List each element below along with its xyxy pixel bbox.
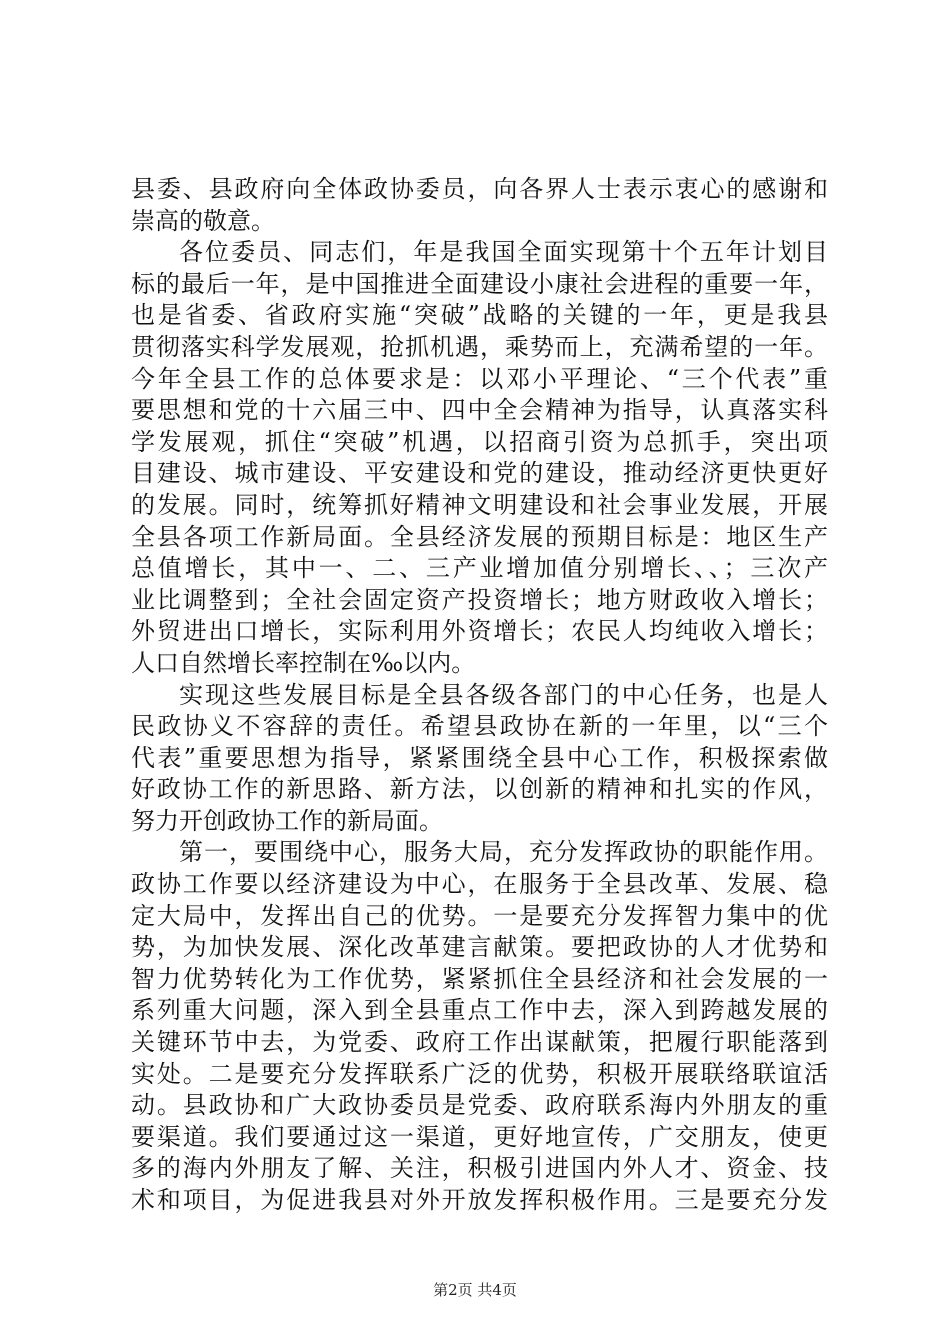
text-line: 要渠道。我们要通过这一渠道，更好地宣传，广交朋友，使更: [131, 1122, 828, 1151]
text-line: 系列重大问题，深入到全县重点工作中去，深入到跨越发展的: [131, 996, 828, 1025]
text-line: 定大局中，发挥出自己的优势。一是要充分发挥智力集中的优: [131, 901, 828, 930]
text-line: 人口自然增长率控制在‰以内。: [131, 648, 476, 677]
text-line: 智力优势转化为工作优势，紧紧抓住全县经济和社会发展的一: [131, 964, 828, 993]
text-line: 贯彻落实科学发展观，抢抓机遇，乘势而上，充满希望的一年。: [131, 332, 828, 361]
text-line: 总值增长，其中一、二、三产业增加值分别增长、、；三次产: [131, 554, 828, 583]
text-line: 好政协工作的新思路、新方法，以创新的精神和扎实的作风，: [131, 775, 828, 804]
text-line: 政协工作要以经济建设为中心，在服务于全县改革、发展、稳: [131, 870, 828, 899]
text-line: 努力开创政协工作的新局面。: [131, 806, 443, 835]
paragraph-first-line: 各位委员、同志们，年是我国全面实现第十个五年计划目: [179, 238, 828, 267]
page-footer: 第2页 共4页: [433, 1281, 517, 1299]
paragraph-first-line: 实现这些发展目标是全县各级各部门的中心任务，也是人: [179, 680, 828, 709]
text-line: 动。县政协和广大政协委员是党委、政府联系海内外朋友的重: [131, 1091, 828, 1120]
text-line: 也是省委、省政府实施“突破”战略的关键的一年，更是我县: [131, 301, 828, 330]
text-line: 多的海内外朋友了解、关注，积极引进国内外人才、资金、技: [131, 1154, 828, 1183]
text-line: 术和项目，为促进我县对外开放发挥积极作用。三是要充分发: [131, 1186, 828, 1214]
text-line: 目建设、城市建设、平安建设和党的建设，推动经济更快更好: [131, 459, 828, 488]
paragraph-first-line: 第一，要围绕中心，服务大局，充分发挥政协的职能作用。: [179, 838, 828, 867]
text-line: 代表”重要思想为指导，紧紧围绕全县中心工作，积极探索做: [131, 743, 828, 772]
text-line: 势，为加快发展、深化改革建言献策。要把政协的人才优势和: [131, 933, 828, 962]
text-line: 民政协义不容辞的责任。希望县政协在新的一年里，以“三个: [131, 712, 828, 741]
text-line: 实处。二是要充分发挥联系广泛的优势，积极开展联络联谊活: [131, 1059, 828, 1088]
text-line: 学发展观，抓住“突破”机遇，以招商引资为总抓手，突出项: [131, 427, 828, 456]
text-line: 关键环节中去，为党委、政府工作出谋献策，把履行职能落到: [131, 1028, 828, 1057]
text-line: 的发展。同时，统筹抓好精神文明建设和社会事业发展，开展: [131, 490, 828, 519]
text-line: 要思想和党的十六届三中、四中全会精神为指导，认真落实科: [131, 396, 828, 425]
text-line: 全县各项工作新局面。全县经济发展的预期目标是：地区生产: [131, 522, 828, 551]
text-line: 今年全县工作的总体要求是：以邓小平理论、“三个代表”重: [131, 364, 828, 393]
body-text: [131, 174, 828, 1217]
text-line: 标的最后一年，是中国推进全面建设小康社会进程的重要一年，: [131, 269, 828, 298]
text-line: 县委、县政府向全体政协委员，向各界人士表示衷心的感谢和: [131, 175, 828, 203]
text-line: 业比调整到；全社会固定资产投资增长；地方财政收入增长；: [131, 585, 828, 614]
text-line: 外贸进出口增长，实际利用外资增长；农民人均纯收入增长；: [131, 617, 828, 646]
text-line: 崇高的敬意。: [131, 206, 275, 235]
